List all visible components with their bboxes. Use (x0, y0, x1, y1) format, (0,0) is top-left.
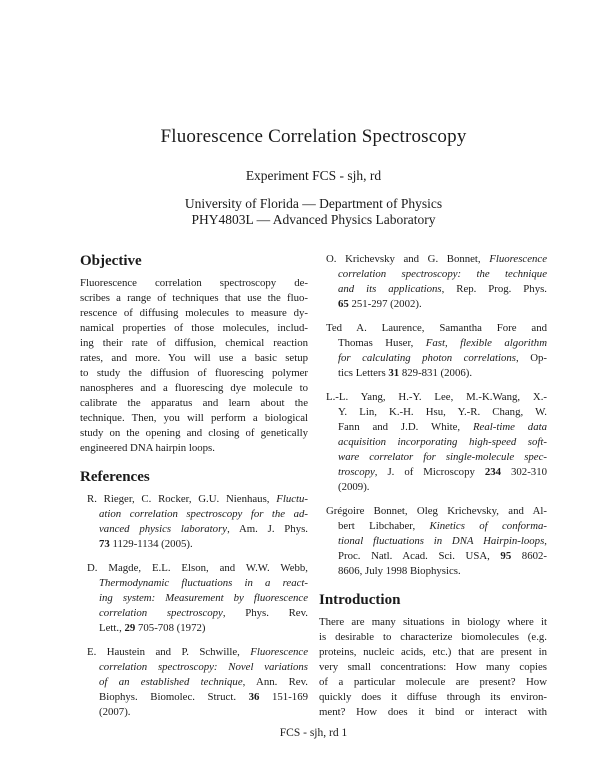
text-line: calibrate the apparatus and learn about the (80, 397, 308, 409)
affiliation-line-1: University of Florida — Department of Physics (184, 196, 443, 211)
reference-entry (326, 390, 547, 495)
text-line: D. Magde, E.L. Elson, and W.W. Webb, (87, 562, 308, 574)
text-line: ation correlation spectroscopy for the ad- (99, 508, 308, 520)
text-line: Fann and J.D. White, Real-time data (338, 421, 547, 433)
reference-entry (87, 561, 308, 636)
text-line: ing their rate of diffusion, chemical reaction (80, 337, 308, 349)
references-list-left (80, 492, 308, 720)
text-line: quickly does it diffuse through its environ- (319, 691, 547, 703)
text-line: R. Rieger, C. Rocker, G.U. Nienhaus, Fluctu- (87, 493, 308, 505)
text-line: nanospheres and a fluorescing dye molecule to (80, 382, 308, 394)
text-line: rescence of diffusing molecules to measure dy- (80, 307, 308, 319)
text-line: Y. Lin, K.-H. Hsu, Y.-R. Chang, W. (338, 406, 547, 418)
text-line: correlation spectroscopy: the technique (338, 268, 547, 280)
text-line: technique. Then, you will perform a biological (80, 412, 308, 424)
text-line: tional fluctuations in DNA Hairpin-loops, (338, 535, 547, 547)
experiment-subtitle: Experiment FCS - sjh, rd (245, 168, 382, 183)
document-title: Fluorescence Correlation Spectroscopy (160, 126, 467, 147)
text-line: ment? How does it bind or interact with (319, 706, 547, 718)
references-list-right (319, 252, 547, 579)
introduction-heading: Introduction (319, 592, 401, 608)
text-line: tics Letters 31 829-831 (2006). (338, 367, 473, 379)
text-line: There are many situations in biology where it (319, 616, 547, 628)
text-line: Grégoire Bonnet, Oleg Krichevsky, and Al- (326, 505, 547, 517)
reference-entry (326, 321, 547, 381)
text-line: bert Libchaber, Kinetics of conforma- (338, 520, 547, 532)
text-line: to study the diffusion of fluorescing polymer (80, 367, 308, 379)
text-line: 65 251-297 (2002). (338, 298, 422, 310)
reference-entry (326, 504, 547, 579)
text-line: correlation spectroscopy: Novel variations (99, 661, 308, 673)
text-line: Lett., 29 705-708 (1972) (99, 622, 206, 634)
reference-entry (87, 492, 308, 552)
text-line: Ted A. Laurence, Samantha Fore and (326, 322, 547, 334)
two-column-body (80, 252, 547, 720)
text-line: 8606, July 1998 Biophysics. (338, 565, 461, 577)
text-line: 73 1129-1134 (2005). (99, 538, 193, 550)
text-line: engineered DNA hairpin loops. (80, 442, 215, 454)
objective-paragraph (80, 276, 308, 456)
text-line: (2007). (99, 706, 131, 718)
references-heading: References (80, 469, 150, 485)
text-line: very small concentrations: How many copies (319, 661, 547, 673)
text-line: namical properties of those molecules, includ- (80, 322, 308, 334)
text-line: acquisition incorporating high-speed soft- (338, 436, 547, 448)
text-line: troscopy, J. of Microscopy 234 302-310 (338, 466, 548, 478)
left-column (80, 252, 308, 720)
text-line: Proc. Natl. Acad. Sci. USA, 95 8602- (338, 550, 548, 562)
text-line: for calculating photon correlations, Op- (338, 352, 547, 364)
text-line: correlation spectroscopy, Phys. Rev. (99, 607, 308, 619)
text-line: (2009). (338, 481, 370, 493)
text-line: E. Haustein and P. Schwille, Fluorescence (87, 646, 308, 658)
text-line: ing system: Measurement by fluorescence (99, 592, 308, 604)
reference-entry (87, 645, 308, 720)
text-line: Fluorescence correlation spectroscopy de- (80, 277, 308, 289)
right-column (319, 252, 547, 720)
text-line: rates, and more. You will use a basic setup (80, 352, 308, 364)
objective-heading: Objective (80, 253, 142, 269)
text-line: Thomas Huser, Fast, flexible algorithm (338, 337, 547, 349)
affiliation-line-2: PHY4803L — Advanced Physics Laboratory (191, 211, 436, 227)
text-line: O. Krichevsky and G. Bonnet, Fluorescence (326, 253, 547, 265)
text-line: proteins, nucleic acids, etc.) that are present in (319, 646, 547, 658)
reference-entry (326, 252, 547, 312)
text-line: L.-L. Yang, H.-Y. Lee, M.-K.Wang, X.- (326, 391, 547, 403)
page-footer: FCS - sjh, rd 1 (279, 727, 348, 739)
text-line: of an established technique, Ann. Rev. (99, 676, 308, 688)
text-line: of a particular molecule are present? How (319, 676, 547, 688)
text-line: Thermodynamic fluctuations in a react- (99, 577, 308, 589)
text-line: ware correlator for single-molecule spec- (338, 451, 547, 463)
text-line: scribes a range of techniques that use the fluo- (80, 292, 308, 304)
affiliation-block (80, 196, 547, 227)
text-line: Biophys. Biomolec. Struct. 36 151-169 (99, 691, 308, 703)
introduction-paragraph (319, 615, 547, 720)
text-line: vanced physics laboratory, Am. J. Phys. (99, 523, 308, 535)
text-line: is desirable to characterize biomolecules (e.g. (319, 631, 547, 643)
text-line: and its applications, Rep. Prog. Phys. (338, 283, 548, 295)
text-line: study on the opening and closing of genetically (80, 427, 308, 439)
